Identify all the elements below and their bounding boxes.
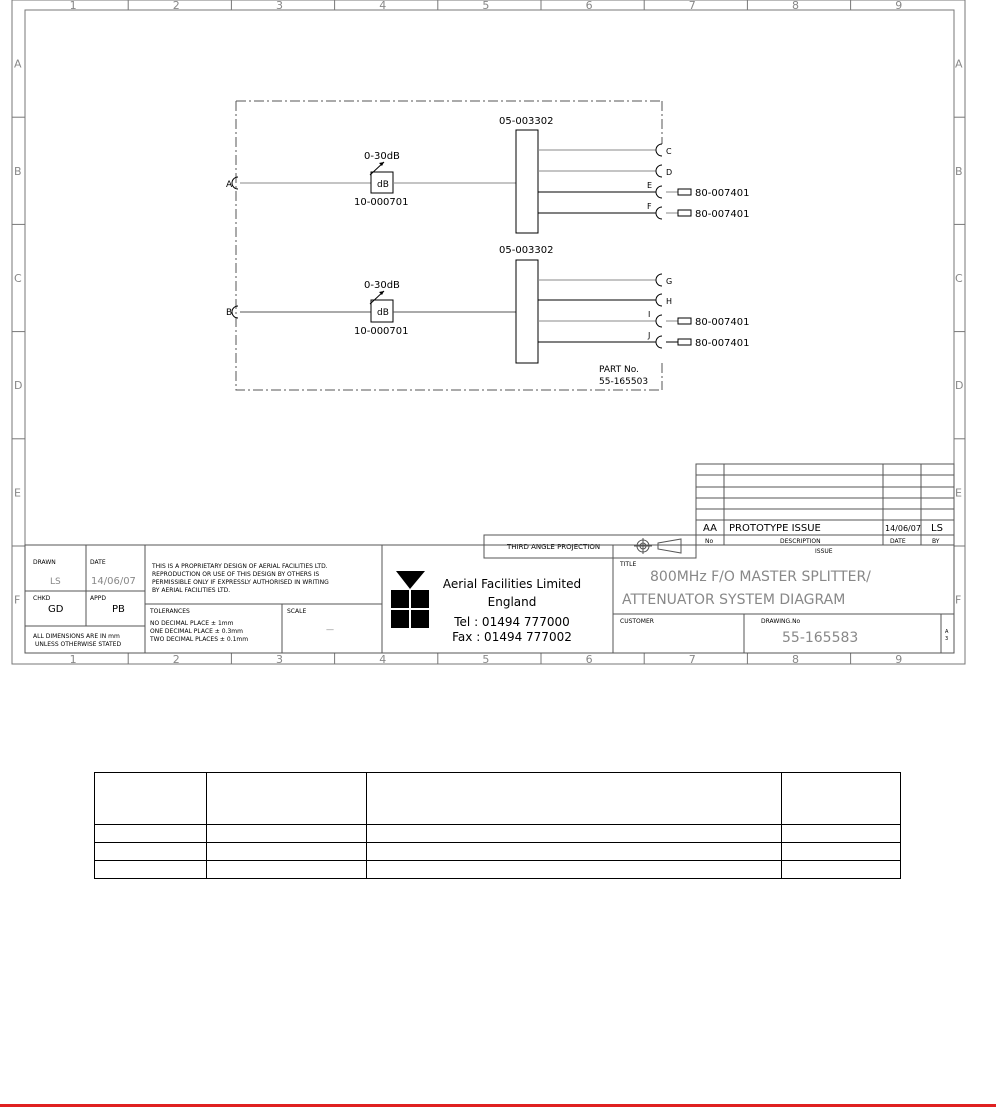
drawing-no-label: DRAWING.No (761, 618, 801, 625)
part-no-value: 55-165503 (599, 377, 649, 387)
port-f-label: F (647, 202, 652, 211)
dimensions-line-2: UNLESS OTHERWISE STATED (35, 641, 122, 648)
revision-issue: AA (703, 523, 717, 534)
grid-row-label: C (14, 272, 22, 285)
grid-column-label: 7 (688, 653, 696, 666)
drawn-value: LS (50, 577, 61, 587)
appd-label: APPD (90, 595, 106, 602)
lower-attenuator-part: 10-000701 (354, 326, 409, 337)
projection-symbol-icon (634, 538, 681, 554)
inner-border (25, 10, 954, 653)
company-logo-icon (391, 571, 429, 628)
lower-splitter-part: 05-003302 (499, 245, 554, 256)
grid-column-label: 7 (688, 0, 696, 12)
grid-row-label: B (955, 164, 963, 178)
upper-splitter-part: 05-003302 (499, 116, 554, 127)
grid-row-label: A (14, 57, 22, 71)
grid-column-label: 2 (172, 0, 180, 12)
empty-document-table (94, 772, 901, 879)
revision-description-header: DESCRIPTION (780, 538, 821, 545)
enclosure-outline (236, 101, 662, 390)
customer-label: CUSTOMER (620, 618, 654, 625)
drawn-label: DRAWN (33, 559, 56, 566)
drawing-title-line-2: ATTENUATOR SYSTEM DIAGRAM (622, 592, 846, 608)
dimensions-line-1: ALL DIMENSIONS ARE IN mm (33, 633, 120, 640)
lower-attenuator-unit: dB (377, 308, 389, 318)
lower-chain (232, 260, 691, 363)
revision-no-header: No (705, 538, 714, 545)
termination-j-part: 80-007401 (695, 338, 750, 349)
port-h-label: H (666, 297, 673, 306)
grid-column-label: 3 (276, 0, 283, 12)
proprietary-line-1: THIS IS A PROPRIETARY DESIGN OF AERIAL FACILITIES LTD. (152, 563, 328, 570)
grid-row-label: E (955, 486, 962, 500)
sheet-number: 3 (945, 636, 949, 642)
drawing-no-value: 55-165583 (782, 630, 859, 646)
port-j-label: J (648, 331, 651, 340)
termination-e-part: 80-007401 (695, 188, 750, 199)
lower-splitter (516, 260, 538, 363)
part-no-label: PART No. (599, 365, 639, 375)
lower-attenuator-range: 0-30dB (364, 280, 400, 291)
proprietary-line-2: REPRODUCTION OR USE OF THIS DESIGN BY OTHERS IS (152, 571, 320, 578)
upper-splitter (516, 130, 538, 233)
grid-column-label: 4 (379, 653, 387, 666)
port-a-connector (232, 177, 238, 189)
grid-column-label: 6 (585, 0, 593, 12)
port-a-label: A (226, 180, 233, 190)
revision-by-header: BY (932, 538, 940, 545)
revision-date: 14/06/07 (885, 524, 921, 533)
revision-by: LS (931, 523, 943, 534)
tolerance-line-3: TWO DECIMAL PLACES ± 0.1mm (150, 636, 249, 643)
grid-row-label: E (14, 486, 21, 500)
termination-f-part: 80-007401 (695, 209, 750, 220)
revision-issue-header: ISSUE (815, 548, 833, 555)
date-label: DATE (90, 559, 106, 566)
port-b-label: B (226, 308, 233, 318)
title-label: TITLE (620, 561, 637, 568)
upper-chain (232, 130, 691, 233)
chkd-label: CHKD (33, 595, 51, 602)
grid-column-label: 8 (792, 0, 799, 12)
grid-row-label: F (14, 593, 21, 607)
grid-column-label: 4 (379, 0, 387, 12)
upper-attenuator-range: 0-30dB (364, 151, 400, 162)
table-row (95, 825, 901, 843)
table-row (95, 861, 901, 879)
grid-row-label: C (955, 272, 963, 285)
port-i-label: I (648, 310, 651, 319)
tolerance-line-2: ONE DECIMAL PLACE ± 0.3mm (150, 628, 243, 635)
grid-column-label: 6 (585, 653, 593, 666)
company-fax: Fax : 01494 777002 (452, 630, 572, 644)
grid-row-label: F (955, 593, 962, 607)
port-c-label: C (666, 147, 672, 156)
table-row (95, 843, 901, 861)
grid-row-label: B (14, 164, 22, 178)
company-tel: Tel : 01494 777000 (454, 615, 570, 629)
grid-column-label: 9 (895, 653, 903, 666)
drawing-title-line-1: 800MHz F/O MASTER SPLITTER/ (650, 569, 871, 585)
grid-row-label: D (955, 379, 964, 393)
grid-row-label: A (955, 57, 963, 71)
proprietary-line-3: PERMISSIBLE ONLY IF EXPRESSLY AUTHORISED IN WRITING (152, 579, 329, 586)
date-value: 14/06/07 (91, 576, 136, 587)
chkd-value: GD (48, 604, 64, 615)
grid-column-label: 1 (69, 653, 77, 666)
port-e-label: E (647, 181, 653, 190)
sheet-size: A (945, 629, 949, 635)
grid-column-label: 3 (276, 653, 283, 666)
scale-value: — (326, 625, 334, 634)
company-country: England (487, 595, 537, 609)
port-g-label: G (666, 277, 673, 286)
grid-column-label: 5 (482, 653, 490, 666)
port-d-label: D (666, 168, 673, 177)
grid-row-label: D (14, 379, 23, 393)
grid-column-label: 1 (69, 0, 77, 12)
grid-column-label: 5 (482, 0, 490, 12)
scale-label: SCALE (287, 608, 307, 615)
upper-attenuator-unit: dB (377, 180, 389, 190)
appd-value: PB (112, 604, 125, 615)
tolerance-line-1: NO DECIMAL PLACE ± 1mm (150, 620, 234, 627)
table-header-row (95, 773, 901, 825)
company-name: Aerial Facilities Limited (442, 577, 582, 591)
termination-i-part: 80-007401 (695, 317, 750, 328)
grid-column-label: 8 (792, 653, 799, 666)
grid-column-label: 2 (172, 653, 180, 666)
proprietary-line-4: BY AERIAL FACILITIES LTD. (152, 587, 231, 594)
revision-date-header: DATE (890, 538, 906, 545)
grid-column-label: 9 (895, 0, 903, 12)
revision-description: PROTOTYPE ISSUE (729, 523, 821, 534)
port-b-connector (232, 306, 238, 318)
upper-attenuator-part: 10-000701 (354, 197, 409, 208)
tolerances-label: TOLERANCES (150, 608, 190, 615)
footer-rule (0, 1104, 996, 1107)
projection-label: THIRD ANGLE PROJECTION (507, 543, 601, 551)
